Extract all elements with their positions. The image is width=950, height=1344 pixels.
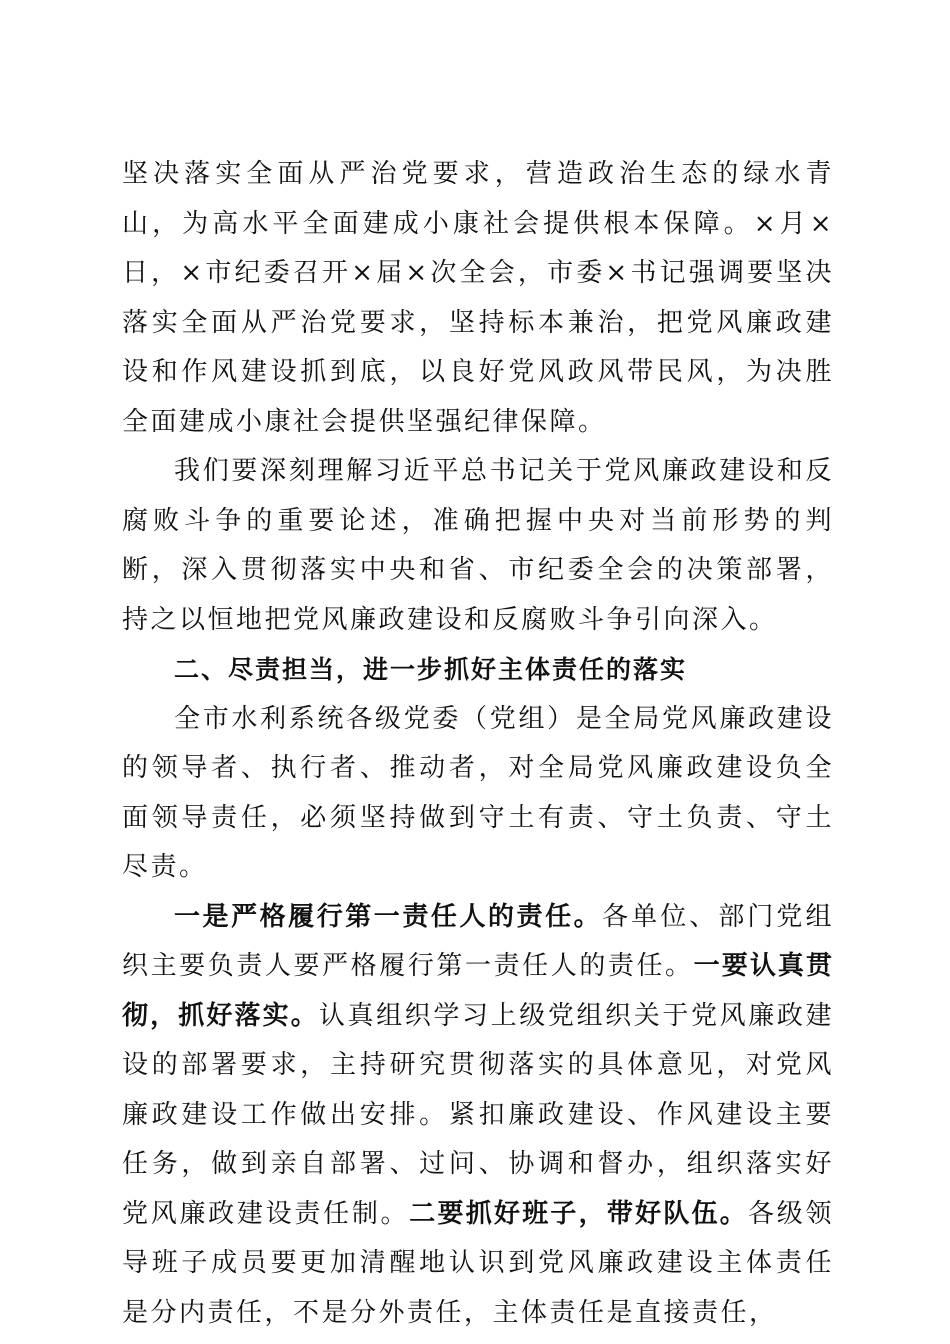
bold-lead-2: 一要认真贯彻，抓好落实。 [122,951,834,1031]
bold-lead-1: 一是严格履行第一责任人的责任。 [174,901,603,932]
document-body [122,150,834,1338]
section-heading-2: 二、尽责担当，进一步抓好主体责任的落实 [174,655,688,684]
paragraph-4-text-3: 各级领导班子成员要更加清醒地认识到党风廉政建设主体责任是分内责任，不是分外责任，主体责任是直接责任， [122,1198,834,1328]
paragraph-4-text-1: 各单位、部门党组织主要负责人要严格履行第一责任人的责任。 [122,901,834,981]
paragraph-3: 全市水利系统各级党委（党组）是全局党风廉政建设的领导者、执行者、推动者，对全局党风廉政建设负全面领导责任，必须坚持做到守土有责、守土负责、守土尽责。 [122,703,834,882]
paragraph-2: 我们要深刻理解习近平总书记关于党风廉政建设和反腐败斗争的重要论述，准确把握中央对当前形势的判断，深入贯彻落实中央和省、市纪委全会的决策部署，持之以恒地把党风廉政建设和反腐败斗争引向深入。 [122,456,834,635]
bold-lead-3: 二要抓好班子，带好队伍。 [409,1198,749,1229]
paragraph-4 [122,893,834,1339]
paragraph-1: 坚决落实全面从严治党要求，营造政治生态的绿水青山，为高水平全面建成小康社会提供根本保障。×月×日，×市纪委召开×届×次全会，市委×书记强调要坚决落实全面从严治党要求，坚持标本兼治，把党风廉政建设和作风建设抓到底，以良好党风政风带民风，为决胜全面建成小康社会提供坚强纪律保障。 [122,159,834,437]
paragraph-4-text-2: 认真组织学习上级党组织关于党风廉政建设的部署要求，主持研究贯彻落实的具体意见，对党风廉政建设工作做出安排。紧扣廉政建设、作风建设主要任务，做到亲自部署、过问、协调和督办，组织落实好党风廉政建设责任制。 [122,1000,834,1229]
